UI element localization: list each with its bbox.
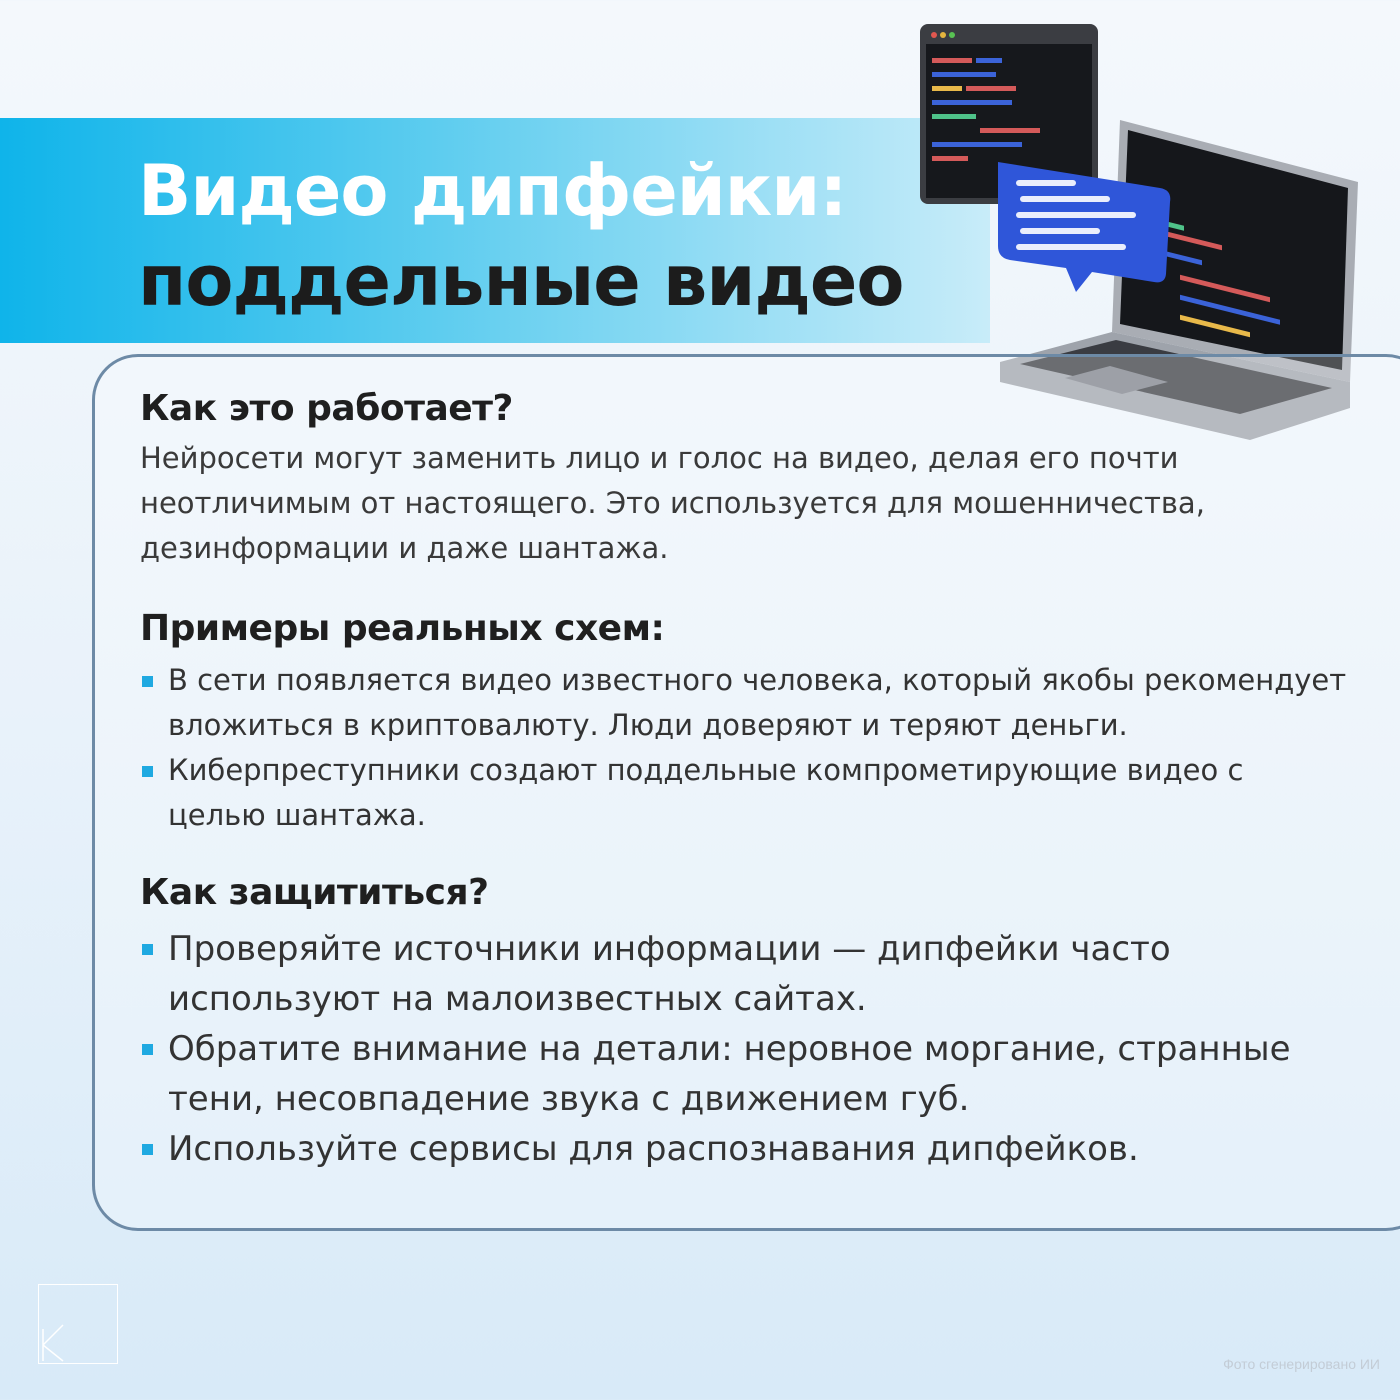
- bullet-square-icon: [142, 1044, 153, 1055]
- brand-logo: [38, 1284, 118, 1364]
- list-item: [140, 1124, 1350, 1174]
- list-item: [140, 1024, 1350, 1124]
- how-it-works-text: Нейросети могут заменить лицо и голос на видео, делая его почти неотличимым от настоящего. Это используется для мошенничества, дезинформации и даже шантажа.: [140, 441, 1205, 565]
- list-item-text: Киберпреступники создают поддельные компрометирующие видео с целью шантажа.: [168, 753, 1244, 832]
- heading-protect: Как защититься?: [140, 872, 489, 913]
- k-logo-icon: [39, 1285, 119, 1365]
- list-item-text: Проверяйте источники информации — дипфейки часто используют на малоизвестных сайтах.: [168, 929, 1171, 1019]
- examples-list: [140, 658, 1350, 838]
- bullet-square-icon: [142, 944, 153, 955]
- heading-examples: Примеры реальных схем:: [140, 608, 665, 649]
- page-title: [138, 146, 998, 326]
- list-item: [140, 748, 1350, 838]
- list-item-text: Обратите внимание на детали: неровное моргание, странные тени, несовпадение звука с движением губ.: [168, 1029, 1291, 1119]
- list-item-text: В сети появляется видео известного человека, который якобы рекомендует вложиться в криптовалюту. Люди доверяют и теряют деньги.: [168, 663, 1347, 742]
- list-item: [140, 658, 1350, 748]
- title-line-2: поддельные видео: [138, 240, 904, 322]
- bullet-square-icon: [142, 766, 153, 777]
- photo-credit: Фото сгенерировано ИИ: [1223, 1356, 1380, 1372]
- bullet-square-icon: [142, 1144, 153, 1155]
- protect-list: [140, 924, 1350, 1174]
- list-item-text: Используйте сервисы для распознавания дипфейков.: [168, 1129, 1139, 1169]
- list-item: [140, 924, 1350, 1024]
- title-line-1: Видео дипфейки:: [138, 150, 847, 232]
- heading-how-it-works: Как это работает?: [140, 388, 513, 429]
- bullet-square-icon: [142, 676, 153, 687]
